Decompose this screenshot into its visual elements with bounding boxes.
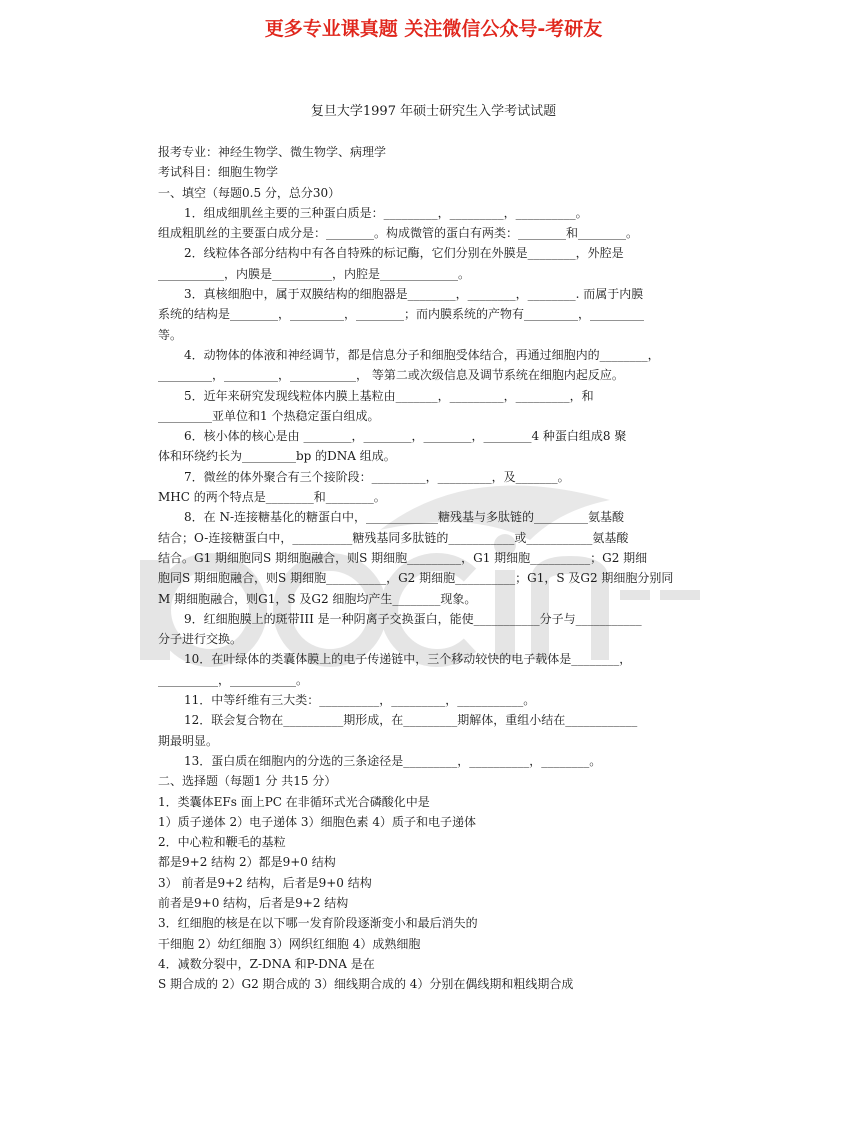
question-line: 期最明显。 bbox=[158, 733, 219, 748]
choice-line: 1．类囊体EFs 面上PC 在非循环式光合磷酸化中是 bbox=[158, 794, 430, 809]
question-line: 6．核小体的核心是由 ________，________，________，________4 种蛋白组成8 聚 bbox=[184, 429, 627, 444]
question-line: 等。 bbox=[158, 327, 183, 342]
question-line: M 期细胞融合，则G1，S 及G2 细胞均产生________现象。 bbox=[158, 591, 477, 606]
question-line: 体和环绕约长为_________bp 的DNA 组成。 bbox=[158, 449, 396, 464]
choice-line: 3．红细胞的核是在以下哪一发育阶段逐渐变小和最后消失的 bbox=[158, 916, 478, 931]
question-line: 胞同S 期细胞融合，则S 期细胞__________，G2 期细胞__________；G1，S 及G2 期细胞分别同 bbox=[158, 571, 674, 586]
question-line: 1．组成细肌丝主要的三种蛋白质是：_________，_________，__________。 bbox=[184, 205, 588, 220]
question-line: 3．真核细胞中，属于双膜结构的细胞器是________，________，________. 而属于内膜 bbox=[184, 287, 644, 302]
choice-line: 干细胞 2）幼红细胞 3）网织红细胞 4）成熟细胞 bbox=[158, 936, 421, 951]
major-line: 报考专业：神经生物学、微生物学、病理学 bbox=[158, 145, 387, 159]
question-line: 10．在叶绿体的类囊体膜上的电子传递链中，三个移动较快的电子载体是________， bbox=[184, 652, 632, 667]
choice-line: 1）质子递体 2）电子递体 3）细胞色素 4）质子和电子递体 bbox=[158, 814, 476, 829]
question-line: 4．动物体的体液和神经调节，都是信息分子和细胞受体结合，再通过细胞内的________， bbox=[184, 347, 660, 362]
choice-line: S 期合成的 2）G2 期合成的 3）细线期合成的 4）分别在偶线期和粗线期合成 bbox=[158, 977, 574, 992]
question-line: _________亚单位和1 个热稳定蛋白组成。 bbox=[158, 408, 380, 423]
question-line: ___________，内膜是__________，内腔是_____________。 bbox=[158, 266, 471, 281]
question-line: 11．中等纤维有三大类：__________，_________，___________。 bbox=[184, 693, 536, 708]
choice-line: 2．中心粒和鞭毛的基粒 bbox=[158, 835, 286, 850]
subject-line: 考试科目：细胞生物学 bbox=[158, 165, 279, 180]
promo-banner: 更多专业课真题 关注微信公众号-考研友 bbox=[264, 18, 603, 40]
question-line: 组成粗肌丝的主要蛋白成分是：________。构成微管的蛋白有两类：________和________。 bbox=[158, 226, 639, 241]
question-line: 9．红细胞膜上的斑带III 是一种阴离子交换蛋白，能使___________分子与___________ bbox=[184, 611, 642, 626]
exam-body bbox=[158, 142, 711, 994]
exam-title: 复旦大学1997 年硕士研究生入学考试试题 bbox=[310, 104, 557, 119]
section-heading-choice: 二、选择题（每题1 分 共15 分） bbox=[158, 774, 337, 789]
question-line: MHC 的两个特点是________和________。 bbox=[158, 490, 386, 505]
choice-line: 4．减数分裂中，Z-DNA 和P-DNA 是在 bbox=[158, 956, 375, 971]
section-heading-fill: 一、填空（每题0.5 分，总分30） bbox=[158, 185, 341, 200]
question-line: 结合；O-连接糖蛋白中，__________糖残基同多肽链的___________或___________氨基酸 bbox=[158, 530, 629, 545]
question-line: 分子进行交换。 bbox=[158, 632, 243, 647]
choice-line: 都是9+2 结构 2）都是9+0 结构 bbox=[158, 855, 336, 870]
question-line: 2．线粒体各部分结构中有各自特殊的标记酶，它们分别在外膜是________，外腔是 bbox=[184, 246, 624, 261]
question-line: 13．蛋白质在细胞内的分选的三条途径是_________，__________，________。 bbox=[184, 753, 602, 768]
question-line: 5．近年来研究发现线粒体内膜上基粒由_______，_________，_________，和 bbox=[184, 388, 594, 403]
question-line: _________，_________，___________， 等第二或次级信息及调节系统在细胞内起反应。 bbox=[158, 368, 624, 383]
question-line: 结合。G1 期细胞同S 期细胞融合，则S 期细胞_________，G1 期细胞__________；G2 期细 bbox=[158, 550, 648, 565]
question-line: 8．在 N-连接糖基化的糖蛋白中，____________糖残基与多肽链的_________氨基酸 bbox=[184, 510, 625, 525]
question-line: 12．联会复合物在__________期形成，在_________期解体，重组小结在____________ bbox=[184, 713, 638, 728]
choice-line: 3） 前者是9+2 结构，后者是9+0 结构 bbox=[158, 875, 372, 890]
question-line: 系统的结构是________，_________，________；而内膜系统的产物有_________，_________ bbox=[158, 307, 645, 322]
question-line: 7．微丝的体外聚合有三个接阶段：_________，_________，及_______。 bbox=[184, 469, 570, 484]
question-line: __________，___________。 bbox=[158, 672, 309, 687]
choice-line: 前者是9+0 结构，后者是9+2 结构 bbox=[158, 895, 349, 910]
